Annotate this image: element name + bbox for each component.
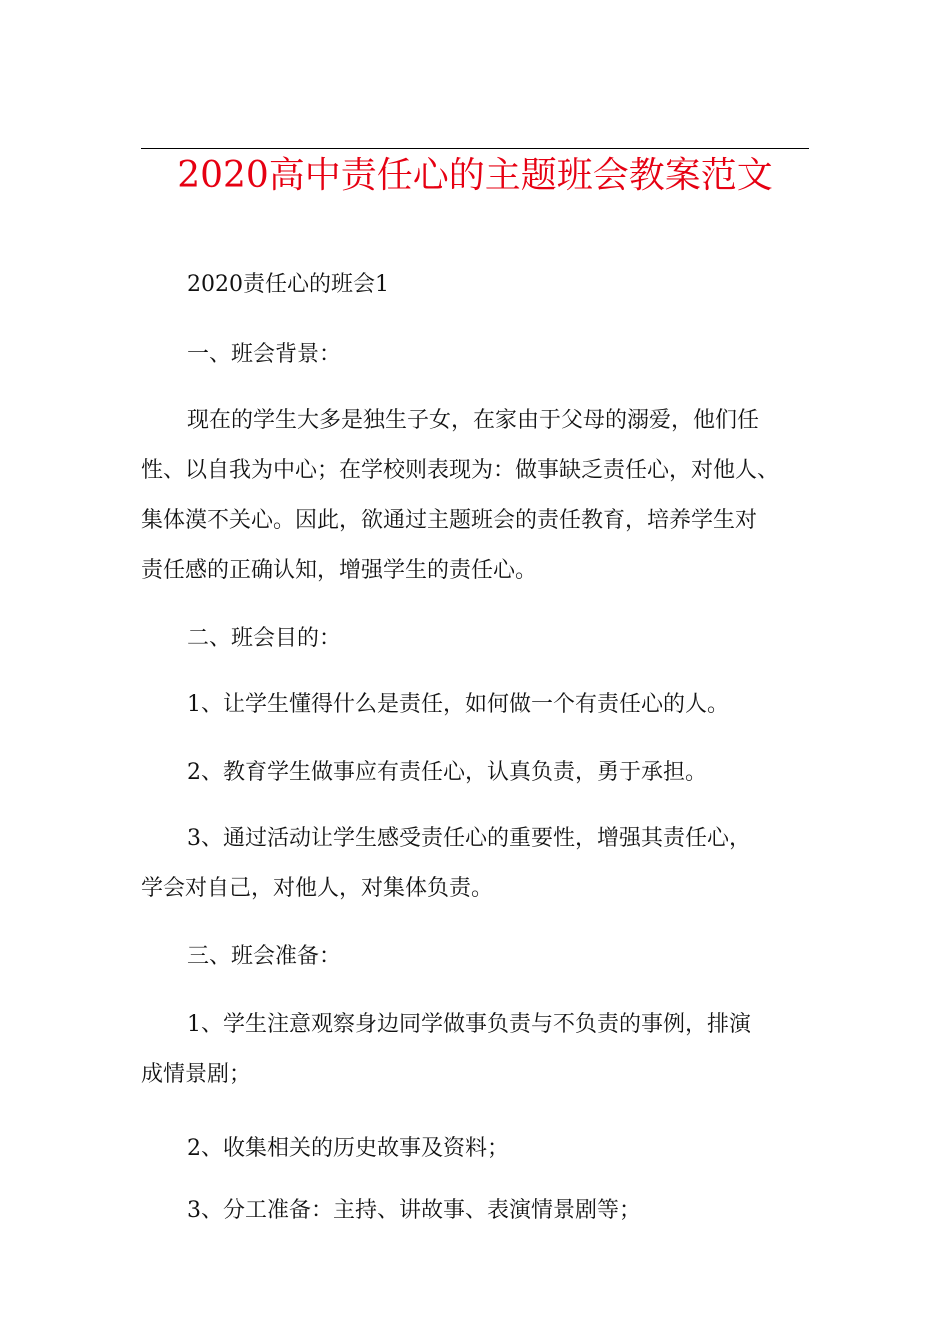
prep-heading: 三、班会准备： <box>187 944 342 969</box>
paragraph-line: 责任感的正确认知，增强学生的责任心。 <box>141 558 538 583</box>
prep-item-3: 3、分工准备：主持、讲故事、表演情景剧等； <box>187 1198 641 1223</box>
background-paragraph <box>141 396 821 596</box>
prep-item-2: 2、收集相关的历史故事及资料； <box>187 1136 509 1161</box>
paragraph-line: 学会对自己，对他人，对集体负责。 <box>141 876 494 901</box>
paragraph-line: 1、学生注意观察身边同学做事负责与不负责的事例，排演 <box>187 1012 751 1037</box>
section-subtitle: 2020责任心的班会1 <box>187 272 389 297</box>
header-rule <box>141 148 809 149</box>
paragraph-line: 成情景剧； <box>141 1062 252 1087</box>
goal-item-3 <box>141 814 821 914</box>
goal-item-1: 1、让学生懂得什么是责任，如何做一个有责任心的人。 <box>187 692 729 717</box>
paragraph-line: 集体漠不关心。因此，欲通过主题班会的责任教育，培养学生对 <box>141 508 758 533</box>
background-heading: 一、班会背景： <box>187 342 342 367</box>
goal-item-2: 2、教育学生做事应有责任心，认真负责，勇于承担。 <box>187 760 707 785</box>
paragraph-line: 性、以自我为中心；在学校则表现为：做事缺乏责任心，对他人、 <box>141 458 780 483</box>
prep-item-1 <box>141 1000 821 1100</box>
paragraph-line: 现在的学生大多是独生子女，在家由于父母的溺爱，他们任 <box>187 408 760 433</box>
paragraph-line: 3、通过活动让学生感受责任心的重要性，增强其责任心， <box>187 826 751 851</box>
document-title: 2020高中责任心的主题班会教案范文 <box>177 155 773 196</box>
goal-heading: 二、班会目的： <box>187 626 342 651</box>
